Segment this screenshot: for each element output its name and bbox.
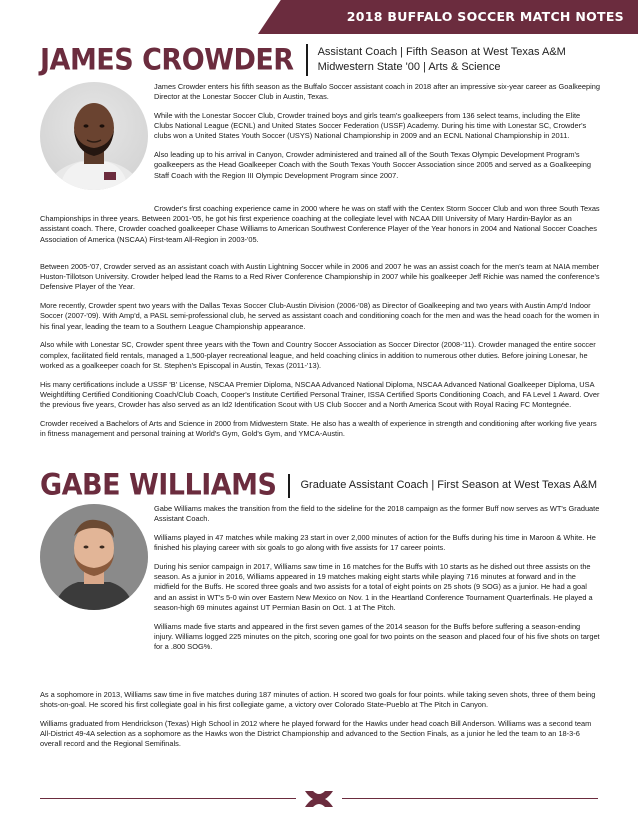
bio-paragraph: While with the Lonestar Soccer Club, Crowder trained boys and girls team's goalkeepers from 136 select teams, including the Elite Clubs National League (ECNL) and United States Soccer Federation (USSF) Academy. During his time with Lonestar SC, Crowder's clubs won a United States Youth Soccer (USYS) National Championship in 2009 and an ECNL National Championship in 2011. (154, 111, 587, 141)
coach-photo (40, 504, 148, 610)
buffalo-logo-icon (303, 789, 335, 809)
coach-photo (40, 82, 148, 190)
bio-full (40, 262, 600, 448)
bio-paragraph: James Crowder enters his fifth season as the Buffalo Soccer assistant coach in 2018 after an impressive six-year career as Goalkeeping Director at the Lonestar Soccer Club in Austin, Texas. (154, 82, 600, 102)
bio-paragraph: Williams graduated from Hendrickson (Texas) High School in 2012 where he played forward for the Hawks under head coach Bill Anderson. Williams was a second team All-District 49-4A selection as a sophomore as the Hawks won the District Championship and advanced to the Section Finals, as a junior he led the team to an 18-3-6 overall record and the Regional Semifinals. (40, 719, 592, 749)
header-title: 2018 BUFFALO SOCCER MATCH NOTES (346, 9, 624, 24)
bio-paragraph: Williams made five starts and appeared in the first seven games of the 2014 season for the Buffs before suffering a season-ending injury. Williams logged 225 minutes on the pitch, scoring one goal for two points on the season and placed four of his five shots on target for a .800 SOG%. (154, 621, 600, 652)
footer-rule-left (40, 798, 296, 799)
bio-paragraph: Crowder's first coaching experience came in 2000 where he was on staff with the Centex Storm Soccer Club and won three South Texas Championships in three years. Between 2001-'05, he got his first experience coaching at the collegiate level with NCAA DIII University of Mary Hardin-Baylor as an assistant coach. There, Crowder coached goalkeeper Chase Williams to American Southwest Conference Player of the Year honors in 2004 and National Soccer Coaches Association of America (NSCAA) First-team All-Region in 2003-'05. (40, 204, 600, 244)
coach-portrait-image (40, 504, 148, 610)
coach-name: JAMES CROWDER (40, 43, 294, 77)
bio-paragraph: During his senior campaign in 2017, Williams saw time in 16 matches for the Buffs with 10 starts as he dished out three assists on the season. As a junior in 2016, Williams appeared in 19 matches making eight starts while playing 716 minutes at forward and in the midfield for the Buffs. He scored three goals and two assists for a total of eight points on 25 shots (9 SOG) as a junior. He had a goal and an assist in WT's 5-0 win over Eastern New Mexico on Nov. 1 in the Heartland Conference Tournament Quarterfinals. He played a season-high 69 minutes against UT Permian Basin on Oct. 1 at The Pitch. (154, 562, 593, 612)
coach-portrait-image (40, 82, 148, 190)
bio-wrap (40, 204, 600, 253)
bio-paragraph: Also leading up to his arrival in Canyon, Crowder administered and trained all of the South Texas Olympic Development Program's goalkeepers as the Head Goalkeeper Coach with the South Texas Youth Soccer Association since 2005 and served as a Goalkeeping Staff Coach with the Region III Olympic Development Program since 2007. (154, 150, 592, 180)
coach-heading (40, 44, 566, 76)
coach-name: GABE WILLIAMS (40, 468, 277, 503)
heading-divider (306, 44, 308, 76)
bio-paragraph: Crowder received a Bachelors of Arts and Science in 2000 from Midwestern State. He also has a wealth of experience in strength and conditioning after working five years in fitness management and personal training at World's Gym, Gold's Gym, and YMCA-Austin. (40, 418, 597, 439)
coach-roles (300, 478, 597, 493)
role-line: Graduate Assistant Coach | First Season at West Texas A&M (300, 479, 598, 491)
bio-paragraph: Between 2005-'07, Crowder served as an assistant coach with Austin Lightning Soccer while in 2006 and 2007 he was an assist coach for the men's team at NAIA member Huston-Tillotson University. Crowder helped lead the Rams to a Red River Conference Championship in 2007 while his goalkeeper Jeff Richie was named the conference's Defensive Player of the Year. (40, 262, 600, 292)
heading-divider (288, 474, 290, 498)
role-line: Midwestern State '00 | Arts & Science (317, 61, 501, 73)
role-line: Assistant Coach | Fifth Season at West Texas A&M (317, 46, 566, 58)
coach-roles (318, 45, 566, 75)
bio-paragraph: Also while with Lonestar SC, Crowder spent three years with the Town and Country Soccer Association as Soccer Director (2008-'11). Crowder managed the entire soccer complex, facilitated field rentals, managed a 1,500-player recreational league, and held coaching clinics in addition to numerous other duties. Before joining Lonesar, he worked as a goalkeeper coach for St. Stephen's Episcopal in Austin, Texas (2011-'13). (40, 340, 596, 370)
bio-paragraph: Gabe Williams makes the transition from the field to the sideline for the 2018 campaign as the former Buff now serves as WT's Graduate Assistant Coach. (154, 504, 600, 524)
bio-intro (154, 82, 600, 189)
bio-paragraph: His many certifications include a USSF 'B' License, NSCAA Premier Diploma, NSCAA Advanced National Diploma, NSCAA Advanced National Goalkeeper Diploma, USA Weightlifting Certified Conditioning Coach/Club Coach, Cooper's Institute Certified Personal Trainer, ISSA Certified Sports Conditioning Coach, and FA Level 1 Award. Over the previous five years, Crowder has also served as an Id2 Identification Scout with US Club Soccer and a North America Scout with Royal Racing FC Montegnée. (40, 379, 600, 410)
bio-intro (154, 504, 600, 661)
coach-heading (40, 470, 597, 501)
bio-full (40, 690, 600, 758)
page-header (0, 0, 638, 34)
footer-rule-right (342, 798, 598, 799)
bio-paragraph: Williams played in 47 matches while making 23 start in over 2,000 minutes of action for the Buffs during his time in Maroon & White. He finished his playing career with six goals to go along with five assists for 17 career points. (154, 533, 596, 553)
bio-paragraph: As a sophomore in 2013, Williams saw time in five matches during 187 minutes of action. H scored two goals for four points. while taking seven shots, three of them being shots-on-goal. He scored his first collegiate goal in his first collegiate game, a victory over Colorado State-Pueblo at The Pitch in Canyon. (40, 690, 596, 710)
bio-paragraph: More recently, Crowder spent two years with the Dallas Texas Soccer Club-Austin Division (2006-'08) as Director of Goalkeeping and two years with Austin Amp'd Indoor Soccer (2007-'09). With Amp'd, a PASL semi-professional club, he served as assistant coach and conditioning coach for the men and was the head coach for the women in his final year, leading the team to a Southern League Championship appearance. (40, 301, 600, 331)
